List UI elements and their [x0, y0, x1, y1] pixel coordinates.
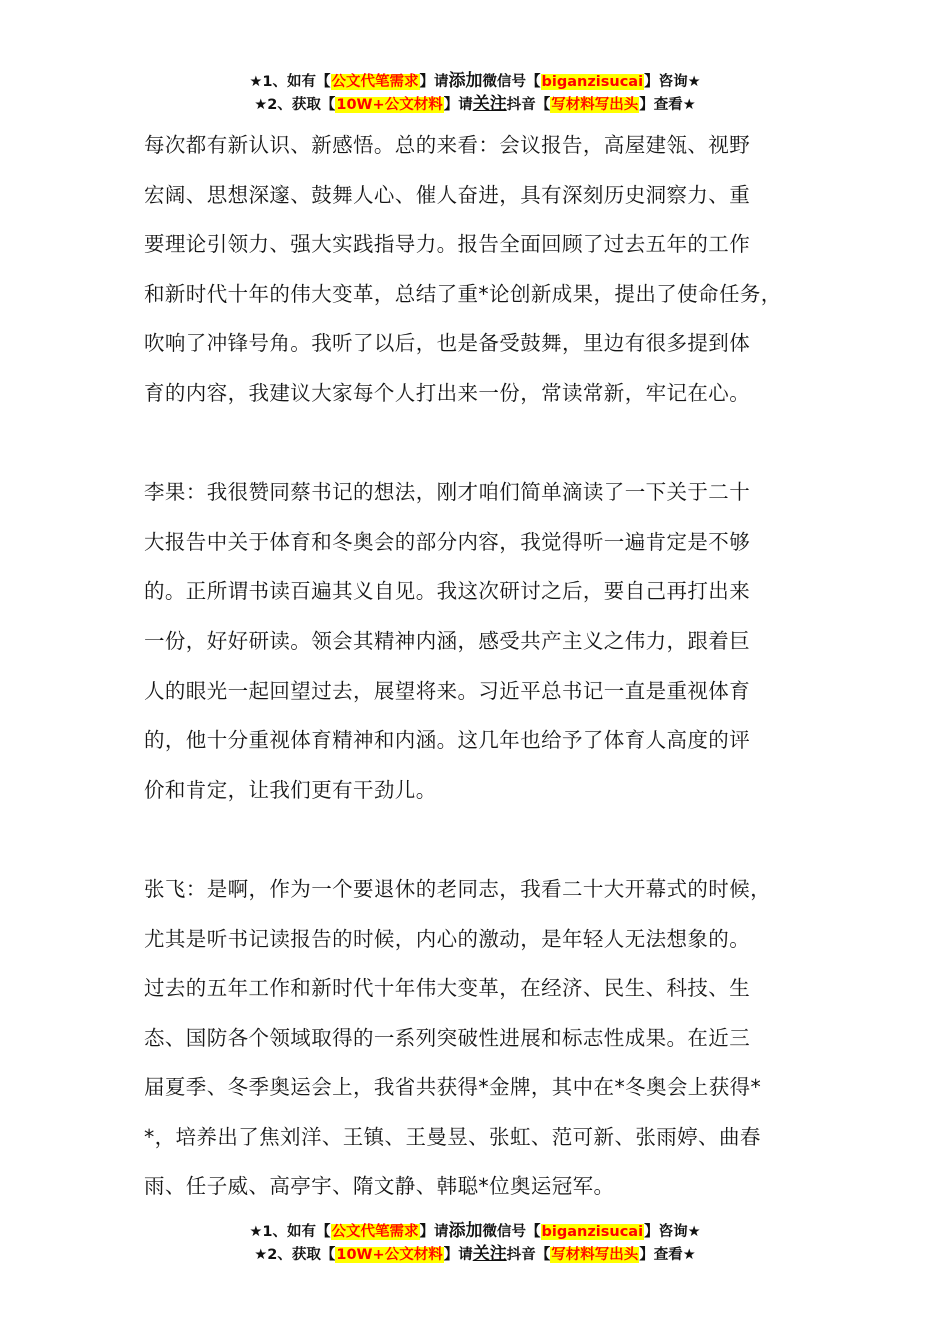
- text-line: 雨、任子威、高亭宇、隋文静、韩聪*位奥运冠军。: [144, 1174, 615, 1199]
- banner-emphasis: 添加: [448, 71, 483, 91]
- banner-text: 】咨询★: [644, 74, 701, 90]
- highlight-wechat-id: biganzisucai: [541, 74, 644, 90]
- text-line: 一份，好好研读。领会其精神内涵，感受共产主义之伟力，跟着巨: [144, 628, 751, 653]
- text-line: 过去的五年工作和新时代十年伟大变革，在经济、民生、科技、生: [144, 976, 751, 1001]
- banner-text: 】请: [419, 1224, 449, 1240]
- text-line: *，培养出了焦刘洋、王镇、王曼昱、张虹、范可新、张雨婷、曲春: [144, 1124, 761, 1149]
- banner-emphasis: 添加: [448, 1221, 483, 1241]
- text-line: 每次都有新认识、新感悟。总的来看：会议报告，高屋建瓴、视野: [144, 133, 751, 157]
- highlight-materials: 10W+公文材料: [336, 1247, 443, 1263]
- paragraph-gap: [144, 419, 834, 469]
- text-line: 要理论引领力、强大实践指导力。报告全面回顾了过去五年的工作: [144, 232, 751, 257]
- highlight-douyin-id: 写材料写出头: [551, 97, 639, 113]
- banner-text: 】请: [443, 97, 473, 113]
- banner-text: 】请: [419, 74, 449, 90]
- text-line: 人的眼光一起回望过去，展望将来。习近平总书记一直是重视体育: [144, 678, 751, 703]
- banner-emphasis: 关注: [472, 94, 507, 114]
- banner-text: 微信号【: [482, 74, 541, 90]
- banner-text: ★2、获取【: [254, 1247, 336, 1263]
- header-banner: [0, 70, 950, 116]
- banner-text: ★2、获取【: [254, 97, 336, 113]
- text-line: 和新时代十年的伟大变革，总结了重*论创新成果，提出了使命任务，: [144, 281, 782, 306]
- text-line: 尤其是听书记读报告的时候，内心的激动，是年轻人无法想象的。: [144, 926, 751, 951]
- text-line: 的，他十分重视体育精神和内涵。这几年也给予了体育人高度的评: [144, 728, 751, 753]
- banner-text: 抖音【: [506, 97, 551, 113]
- banner-text: ★1、如有【: [249, 74, 331, 90]
- text-line: 育的内容，我建议大家每个人打出来一份，常读常新，牢记在心。: [144, 380, 751, 405]
- highlight-materials: 10W+公文材料: [336, 97, 443, 113]
- banner-line-2: [0, 93, 950, 116]
- document-body: [144, 121, 834, 1212]
- highlight-service: 公文代笔需求: [331, 74, 419, 90]
- highlight-wechat-id: biganzisucai: [541, 1224, 644, 1240]
- banner-text: 】请: [443, 1247, 473, 1263]
- banner-text: ★1、如有【: [249, 1224, 331, 1240]
- banner-line-1: [0, 1220, 950, 1243]
- text-line: 价和肯定，让我们更有干劲儿。: [144, 777, 437, 802]
- text-line: 宏阔、思想深邃、鼓舞人心、催人奋进，具有深刻历史洞察力、重: [144, 182, 751, 207]
- banner-text: 抖音【: [506, 1247, 551, 1263]
- paragraph-gap: [144, 815, 834, 865]
- text-line: 态、国防各个领域取得的一系列突破性进展和标志性成果。在近三: [144, 1025, 751, 1050]
- text-line: 吹响了冲锋号角。我听了以后，也是备受鼓舞，里边有很多提到体: [144, 331, 751, 356]
- paragraph-2: [144, 468, 834, 815]
- text-line: 的。正所谓书读百遍其义自见。我这次研讨之后，要自己再打出来: [144, 579, 751, 604]
- text-line: 张飞：是啊，作为一个要退休的老同志，我看二十大开幕式的时候，: [144, 876, 771, 901]
- highlight-service: 公文代笔需求: [331, 1224, 419, 1240]
- footer-banner: [0, 1220, 950, 1266]
- paragraph-3: [144, 865, 834, 1212]
- text-line: 大报告中关于体育和冬奥会的部分内容，我觉得听一遍肯定是不够: [144, 529, 751, 554]
- banner-line-1: [0, 70, 950, 93]
- banner-text: 】查看★: [639, 97, 696, 113]
- banner-text: 】咨询★: [644, 1224, 701, 1240]
- banner-text: 】查看★: [639, 1247, 696, 1263]
- banner-line-2: [0, 1243, 950, 1266]
- text-line: 李果：我很赞同蔡书记的想法，刚才咱们简单滴读了一下关于二十: [144, 480, 751, 505]
- banner-emphasis: 关注: [472, 1244, 507, 1264]
- paragraph-1: [144, 121, 834, 419]
- text-line: 届夏季、冬季奥运会上，我省共获得*金牌，其中在*冬奥会上获得*: [144, 1075, 762, 1100]
- banner-text: 微信号【: [482, 1224, 541, 1240]
- highlight-douyin-id: 写材料写出头: [551, 1247, 639, 1263]
